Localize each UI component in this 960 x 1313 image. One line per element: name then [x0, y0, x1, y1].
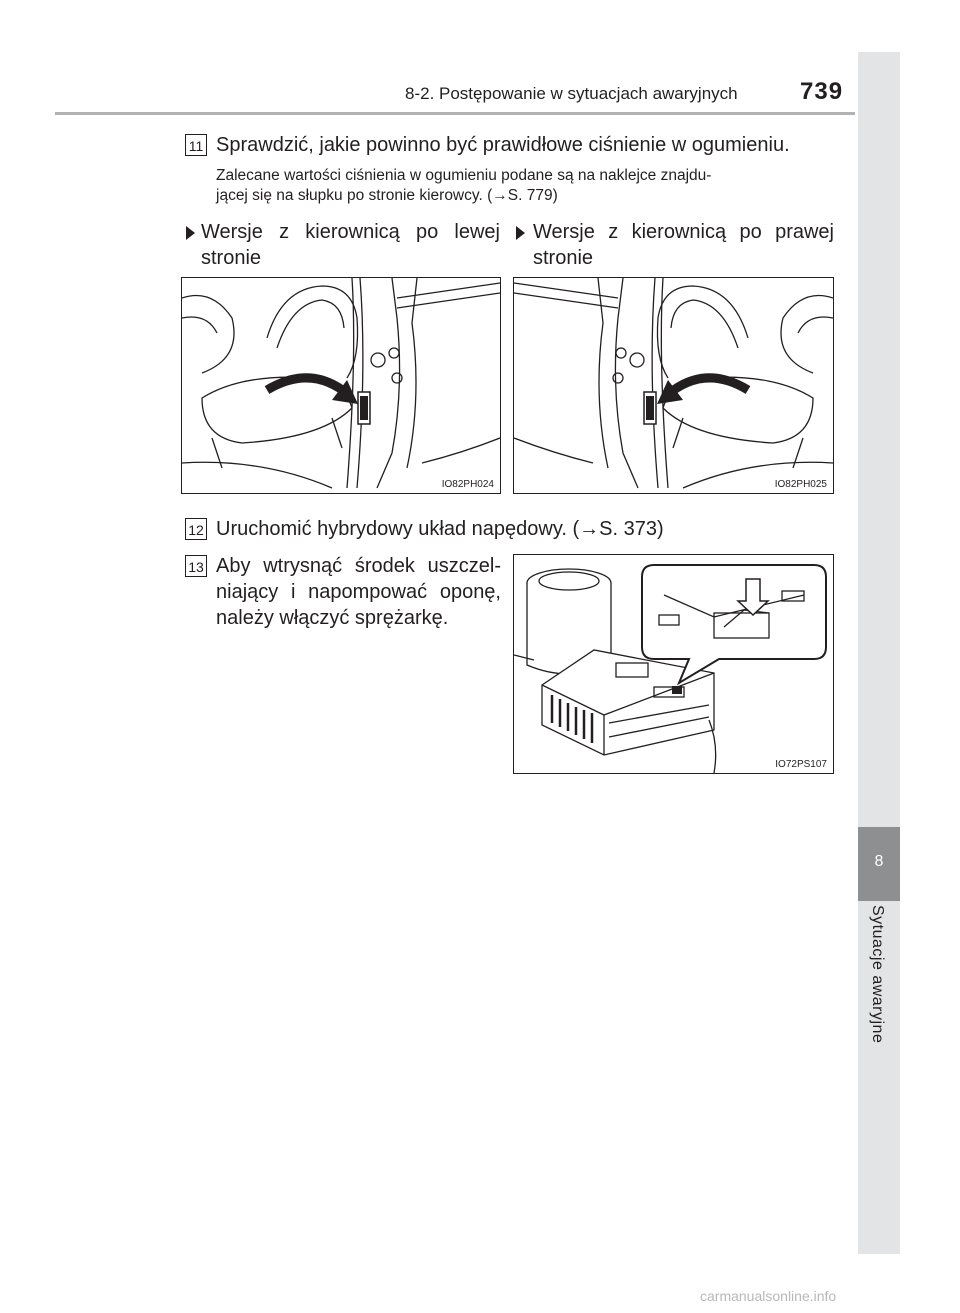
- figure-compressor-code: IO72PS107: [775, 759, 827, 770]
- bullet-triangle-icon: [516, 226, 525, 240]
- step-badge-11: 11: [185, 134, 207, 156]
- watermark: carmanualsonline.info: [700, 1288, 837, 1304]
- variant-left-label: Wersje z kierownicą po lewej stronie: [201, 221, 500, 269]
- door-pillar-right-illustration: [514, 278, 833, 493]
- step-12-text: Uruchomić hybrydowy układ napędowy. (→S. 373): [216, 518, 664, 540]
- step-11-text: Sprawdzić, jakie powinno być prawidłowe ciśnienie w ogumieniu.: [216, 134, 790, 156]
- compressor-illustration: [514, 555, 833, 773]
- figure-right-drive: [513, 277, 834, 494]
- figure-left-code: IO82PH024: [441, 479, 494, 490]
- figure-left-drive: [181, 277, 501, 494]
- figure-compressor: [513, 554, 834, 774]
- step-13-text: Aby wtrysnąć środek uszczel-niający i napompować oponę, należy włączyć sprężarkę.: [216, 555, 501, 629]
- door-pillar-left-illustration: [182, 278, 500, 493]
- step-badge-12: 12: [185, 518, 207, 540]
- figure-right-code: IO82PH025: [774, 479, 827, 490]
- page-number: 739: [800, 78, 844, 105]
- header-divider: [55, 112, 855, 115]
- step-badge-13: 13: [185, 555, 207, 577]
- section-title: 8-2. Postępowanie w sytuacjach awaryjnych: [405, 84, 738, 103]
- chapter-number: 8: [874, 853, 884, 870]
- bullet-triangle-icon: [186, 226, 195, 240]
- chapter-title: Sytuacje awaryjne: [869, 905, 886, 1044]
- step-11-note-line1: Zalecane wartości ciśnienia w ogumieniu podane są na naklejce znajdu-: [216, 167, 712, 184]
- step-11-note-line2: jącej się na słupku po stronie kierowcy. (→S. 779): [216, 187, 558, 204]
- variant-right-label: Wersje z kierownicą po prawej stronie: [533, 221, 834, 269]
